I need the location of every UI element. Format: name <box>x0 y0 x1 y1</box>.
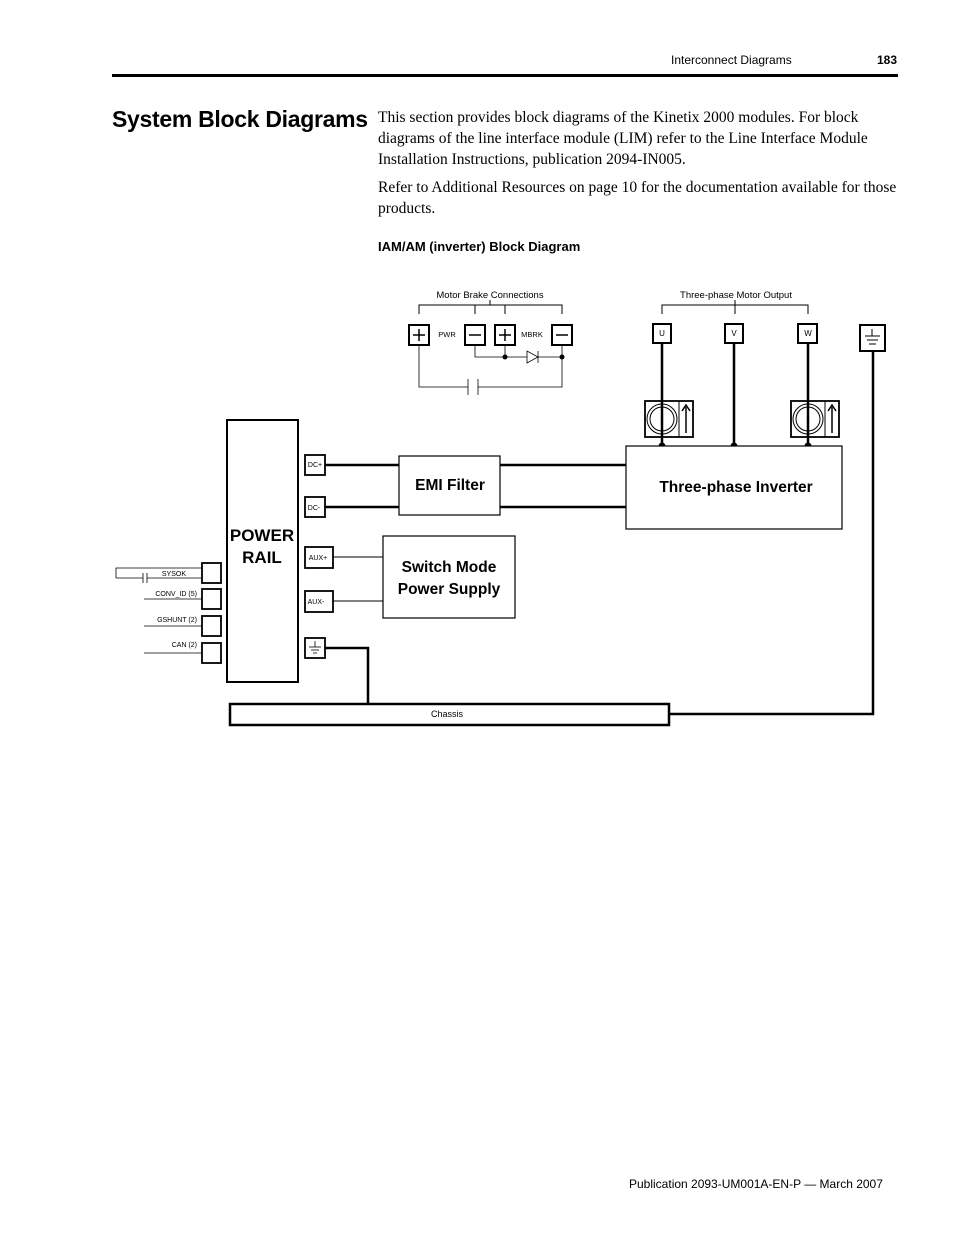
brake-terminal-mbrk-plus <box>495 325 515 345</box>
terminal-can <box>202 643 221 663</box>
gshunt-label: GSHUNT (2) <box>157 617 197 624</box>
mbrk-label: MBRK <box>521 330 543 339</box>
resources-paragraph: Refer to Additional Resources on page 10 for the documentation available for those products. <box>378 179 897 217</box>
svg-text:W: W <box>804 329 812 338</box>
terminal-conv-id <box>202 589 221 609</box>
terminal-sysok <box>202 563 221 583</box>
power-rail-line1: POWER <box>229 526 295 545</box>
brake-diode-circuit <box>419 345 562 395</box>
svg-text:AUX-: AUX- <box>307 599 325 606</box>
current-sensor-u-icon <box>645 401 693 437</box>
terminal-dc-plus <box>305 455 325 475</box>
smps-block <box>383 536 515 618</box>
terminal-w <box>798 324 817 343</box>
ground-terminal-rail <box>305 638 325 658</box>
emi-filter-label: EMI Filter <box>415 477 485 494</box>
power-rail-line2: RAIL <box>242 548 282 567</box>
page-number: 183 <box>877 53 898 67</box>
sysok-label: SYSOK <box>161 571 186 578</box>
intro-paragraph: This section provides block diagrams of the Kinetix 2000 modules. For block diagrams of the line interface module (LIM) refer to the Line Interface Module Installation Instructions, publication 2094-IN005. <box>378 109 868 168</box>
svg-text:DC+: DC+ <box>307 462 323 469</box>
terminal-gshunt <box>202 616 221 636</box>
svg-text:DC-: DC- <box>307 505 321 512</box>
running-header-section: Interconnect Diagrams <box>671 53 792 67</box>
current-sensor-w-icon <box>791 401 839 437</box>
brake-terminal-mbrk-minus <box>552 325 572 345</box>
inverter-label: Three-phase Inverter <box>659 479 813 496</box>
ground-terminal-top <box>860 325 885 351</box>
brake-terminal-pwr-plus <box>409 325 429 345</box>
conv-id-label: CONV_ID (5) <box>155 591 197 598</box>
motor-output-label: Three-phase Motor Output <box>680 290 792 301</box>
terminal-aux-plus <box>305 547 333 568</box>
svg-text:U: U <box>659 329 665 338</box>
section-heading: System Block Diagrams <box>112 106 368 132</box>
brake-terminal-pwr-minus <box>465 325 485 345</box>
terminal-u <box>653 324 671 343</box>
terminal-v <box>725 324 743 343</box>
pwr-label: PWR <box>438 330 456 339</box>
can-label: CAN (2) <box>171 642 197 649</box>
footer-publication: Publication 2093-UM001A-EN-P — March 2007 <box>629 1177 883 1191</box>
terminal-dc-minus <box>305 497 325 517</box>
smps-label-line2: Power Supply <box>397 581 501 598</box>
sysok-contact-icon <box>116 568 202 583</box>
figure-title: IAM/AM (inverter) Block Diagram <box>378 239 581 254</box>
svg-text:AUX+: AUX+ <box>308 555 328 562</box>
chassis-label: Chassis <box>430 709 464 719</box>
motor-brake-label: Motor Brake Connections <box>436 290 544 301</box>
terminal-aux-minus <box>305 591 333 612</box>
svg-text:V: V <box>731 329 737 338</box>
smps-label-line1: Switch Mode <box>401 559 497 576</box>
